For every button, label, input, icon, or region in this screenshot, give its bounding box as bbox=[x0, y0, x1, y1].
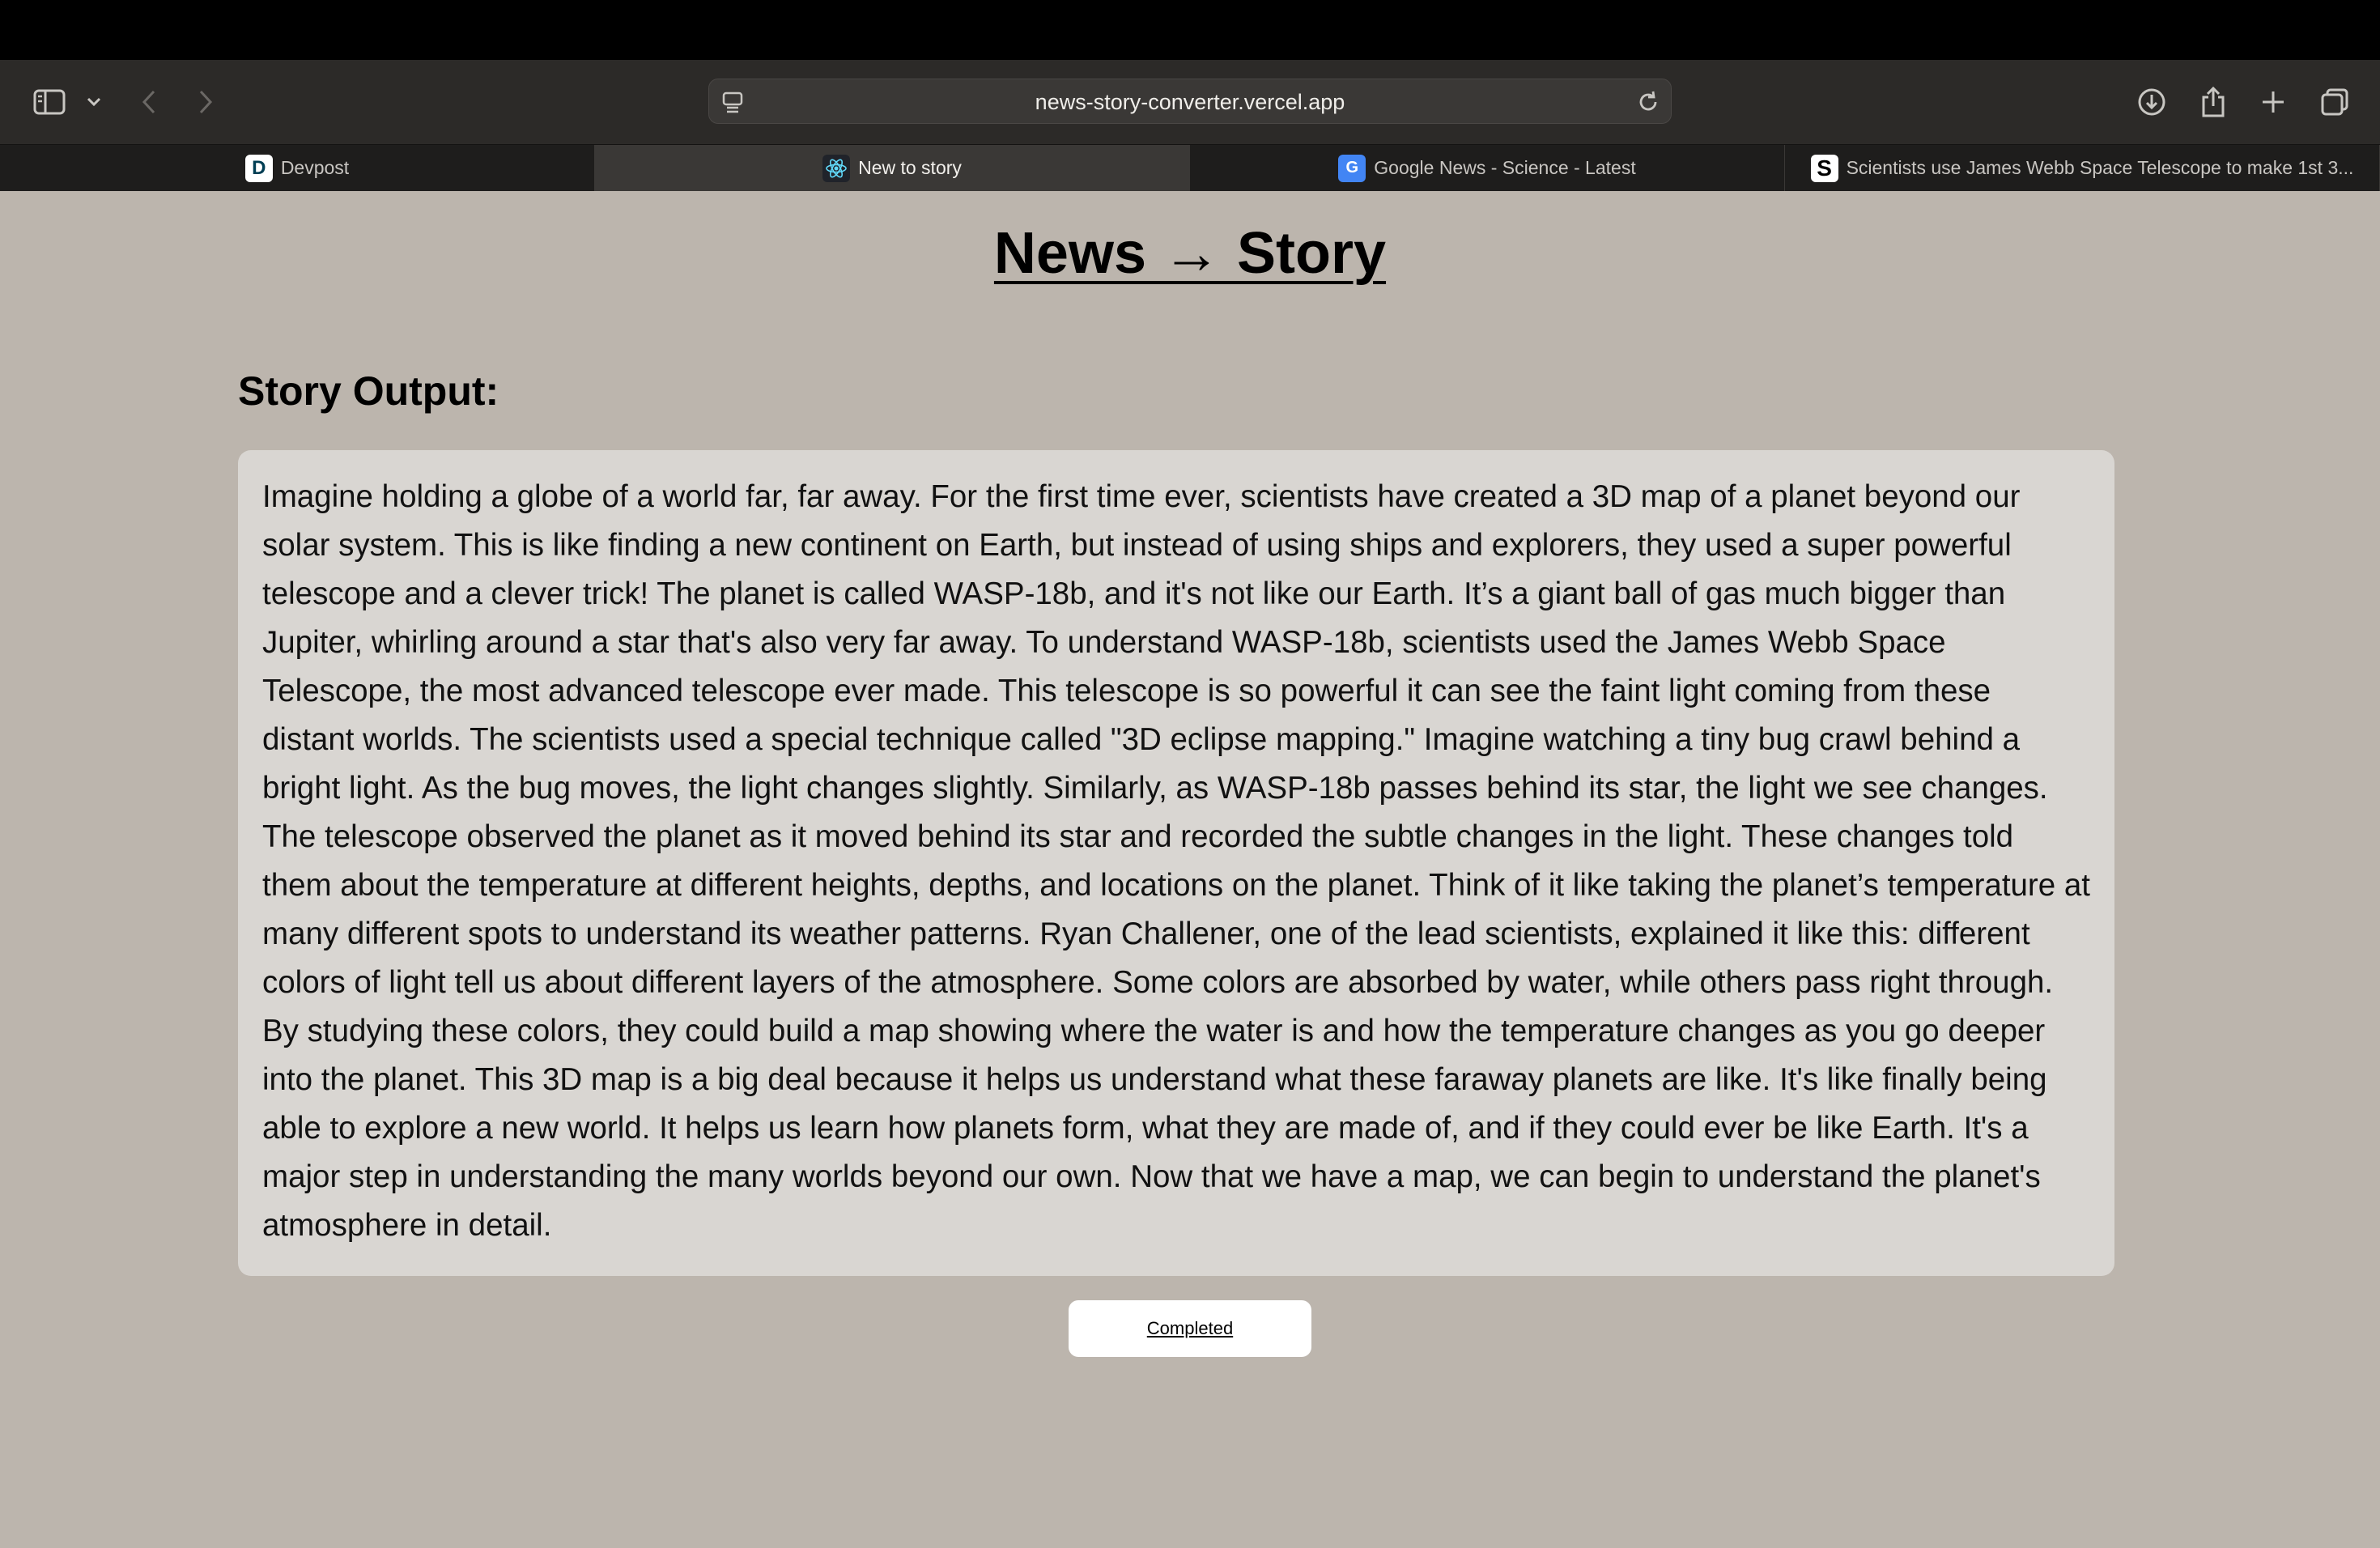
new-tab-plus-icon[interactable] bbox=[2257, 84, 2289, 120]
chevron-down-icon[interactable] bbox=[84, 84, 104, 120]
download-icon[interactable] bbox=[2134, 84, 2170, 120]
story-output-box bbox=[238, 450, 2114, 1276]
reload-icon[interactable] bbox=[1635, 89, 1661, 119]
tab-google-news[interactable] bbox=[1190, 145, 1785, 191]
tab-devpost[interactable] bbox=[0, 145, 595, 191]
tab-overview-icon[interactable] bbox=[2317, 84, 2352, 120]
sidebar-toggle-icon[interactable] bbox=[31, 84, 68, 120]
tab-label: Devpost bbox=[280, 157, 350, 178]
menu-bar-blank bbox=[0, 0, 2380, 60]
google-news-icon: G bbox=[1338, 155, 1366, 182]
story-output-heading: Story Output: bbox=[238, 368, 499, 414]
address-bar[interactable] bbox=[708, 79, 1672, 124]
share-icon[interactable] bbox=[2197, 84, 2229, 120]
page-content bbox=[0, 191, 2380, 1548]
space-com-icon: S bbox=[1811, 155, 1838, 182]
react-icon bbox=[822, 155, 850, 182]
tab-scientists-article[interactable] bbox=[1785, 145, 2380, 191]
page-title: News → Story bbox=[993, 221, 1387, 286]
back-arrow-icon[interactable] bbox=[138, 84, 160, 120]
tab-new-to-story[interactable] bbox=[595, 145, 1190, 191]
tab-label: Google News - Science - Latest bbox=[1374, 157, 1636, 178]
devpost-icon: D bbox=[245, 155, 273, 182]
completed-button[interactable]: Completed bbox=[1069, 1300, 1311, 1357]
story-text: Imagine holding a globe of a world far, far away. For the first time ever, scientists have created a 3D map of a planet beyond our solar system. This is like finding a new continent on Earth, but instead of using ships and explorers, they used a super powerful telescope and a clever trick! The planet is called WASP-18b, and it's not like our Earth. It’s a giant ball of gas much bigger than Jupiter, whirling around a star that's also very far away. To understand WASP-18b, scientists used the James Webb Space Telescope, the most advanced telescope ever made. This telescope is so powerful it can see the faint light coming from these distant worlds. The scientists used a special technique called "3D eclipse mapping." Imagine watching a tiny bug crawl behind a bright light. As the bug moves, the light changes slightly. Similarly, as WASP-18b passes behind its star, the light we see changes. The telescope observed the planet as it moved behind its star and recorded the subtle changes in the light. These changes told them about the temperature at different heights, depths, and locations on the planet. Think of it like taking the planet’s temperature at many different spots to understand its weather patterns. Ryan Challener, one of the lead scientists, explained it like this: different colors of light tell us about different layers of the atmosphere. Some colors are absorbed by water, while others pass right through. By studying these colors, they could build a map showing where the water is and how the temperature changes as you go deeper into the planet. This 3D map is a big deal because it helps us understand what these faraway planets are like. It's like finally being able to explore a new world. It helps us learn how planets form, what they are made of, and if they could ever be like Earth. It's a major step in understanding the many worlds beyond our own. Now that we have a map, we can begin to understand the planet's atmosphere in detail. bbox=[262, 479, 2090, 1243]
tab-label: Scientists use James Webb Space Telescope to make 1st 3... bbox=[1846, 157, 2354, 178]
tab-label: New to story bbox=[858, 157, 962, 178]
tab-bar bbox=[0, 144, 2380, 191]
forward-arrow-icon[interactable] bbox=[194, 84, 217, 120]
url-text[interactable]: news-story-converter.vercel.app bbox=[1035, 90, 1345, 114]
